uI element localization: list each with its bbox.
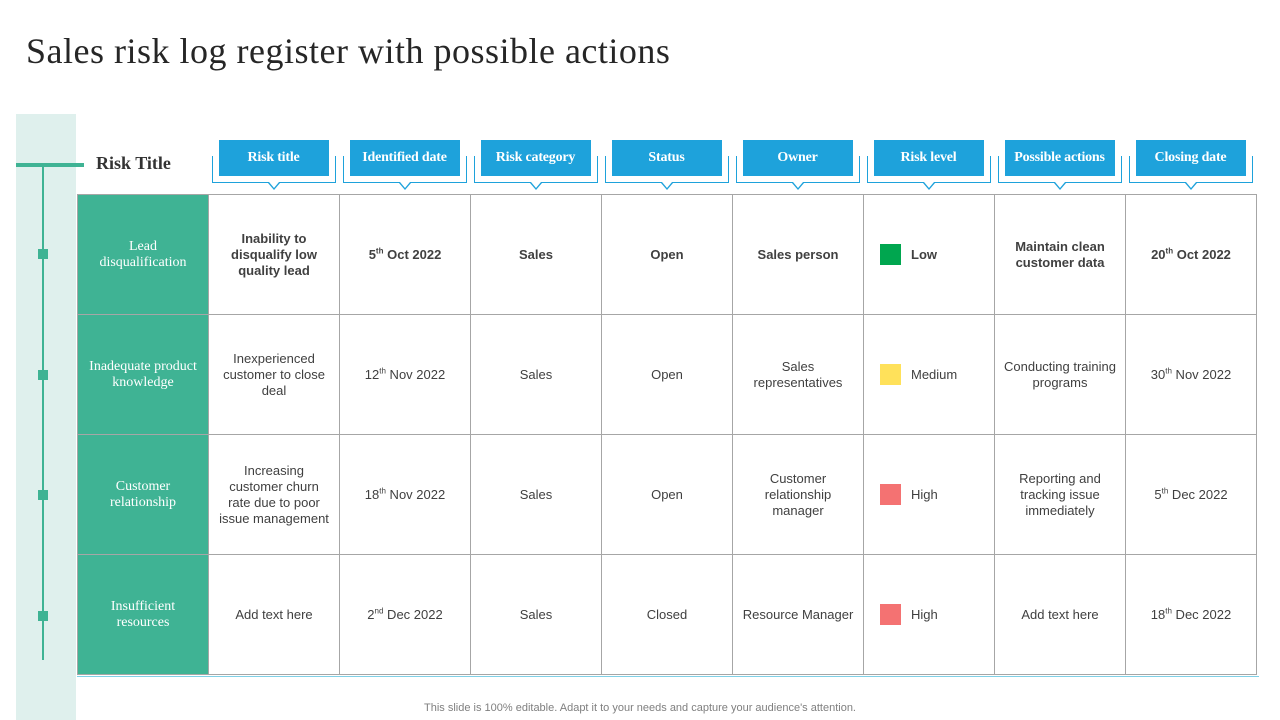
- column-header: Identified date: [350, 140, 460, 176]
- possible-actions-cell: [995, 435, 1126, 555]
- risk-detail-text: Increasing customer churn rate due to poor issue management: [219, 462, 329, 526]
- identified-date-rest: Oct 2022: [383, 246, 442, 262]
- identified-date-rest: Dec 2022: [383, 606, 443, 622]
- possible-actions-text: Conducting training programs: [1003, 358, 1117, 390]
- risk-category-text: Sales: [519, 486, 553, 502]
- risk-category-text: Sales: [519, 366, 553, 382]
- risk-detail-cell: [209, 195, 340, 315]
- column-header-pointer: [1054, 183, 1066, 190]
- risk-title-text: Customer relationship: [109, 478, 177, 510]
- identified-date-suffix: th: [379, 366, 386, 376]
- risk-title-cell: [78, 435, 209, 555]
- risk-level: [872, 484, 986, 505]
- possible-actions-cell: [995, 315, 1126, 435]
- identified-date-cell: [340, 315, 471, 435]
- identified-date-cell: [340, 435, 471, 555]
- column-header-pointer: [268, 183, 280, 190]
- closing-date-day: 5: [1154, 486, 1162, 502]
- risk-title-text: Insufficient resources: [110, 598, 176, 630]
- closing-date-cell: [1126, 315, 1257, 435]
- risk-category-cell: [471, 435, 602, 555]
- closing-date-rest: Dec 2022: [1171, 606, 1232, 622]
- status-cell: [602, 555, 733, 675]
- closing-date-suffix: th: [1165, 606, 1172, 616]
- closing-date-rest: Nov 2022: [1171, 366, 1232, 382]
- owner-text: Resource Manager: [742, 606, 854, 622]
- possible-actions-cell: [995, 195, 1126, 315]
- closing-date-cell: [1126, 195, 1257, 315]
- column-header: Risk category: [481, 140, 591, 176]
- risk-detail-cell: [209, 555, 340, 675]
- timeline-head: [16, 163, 84, 167]
- identified-date-day: 18: [364, 486, 380, 502]
- risk-category-text: Sales: [519, 246, 553, 262]
- column-header: Status: [612, 140, 722, 176]
- risk-level-swatch: [880, 484, 901, 505]
- closing-date-rest: Oct 2022: [1173, 246, 1231, 262]
- status-cell: [602, 195, 733, 315]
- timeline-line: [42, 166, 44, 660]
- closing-date-day: 18: [1150, 606, 1166, 622]
- timeline-band: [16, 114, 76, 720]
- possible-actions-text: Add text here: [1021, 606, 1099, 622]
- column-header-pointer: [530, 183, 542, 190]
- closing-date-cell: [1126, 435, 1257, 555]
- risk-level-cell: [864, 315, 995, 435]
- possible-actions-text: Maintain clean customer data: [1015, 238, 1105, 270]
- status-cell: [602, 315, 733, 435]
- column-header: Possible actions: [1005, 140, 1115, 176]
- identified-date-rest: Nov 2022: [385, 486, 446, 502]
- identified-date-suffix: th: [375, 246, 384, 256]
- closing-date-suffix: th: [1161, 486, 1169, 496]
- closing-date-suffix: th: [1165, 366, 1172, 376]
- risk-title-cell: [78, 315, 209, 435]
- column-header-pointer: [399, 183, 411, 190]
- column-header-pointer: [792, 183, 804, 190]
- column-header: Closing date: [1136, 140, 1246, 176]
- footer-note: This slide is 100% editable. Adapt it to your needs and capture your audience's attention.: [424, 702, 856, 714]
- risk-category-cell: [471, 315, 602, 435]
- owner-cell: [733, 555, 864, 675]
- possible-actions-cell: [995, 555, 1126, 675]
- risk-level-cell: [864, 555, 995, 675]
- risk-category-cell: [471, 195, 602, 315]
- risk-detail-text: Inexperienced customer to close deal: [223, 350, 325, 398]
- identified-date-day: 12: [364, 366, 380, 382]
- table-row: [78, 555, 1257, 675]
- table-row: [78, 435, 1257, 555]
- closing-date-day: 30: [1150, 366, 1166, 382]
- closing-date-day: 20: [1151, 246, 1166, 262]
- risk-level-swatch: [880, 604, 901, 625]
- column-header-pointer: [923, 183, 935, 190]
- risk-level-cell: [864, 195, 995, 315]
- status-text: Open: [651, 366, 683, 382]
- identified-date-suffix: th: [379, 486, 386, 496]
- risk-detail-text: Add text here: [235, 606, 313, 622]
- risk-level: [872, 364, 986, 385]
- risk-category-cell: [471, 555, 602, 675]
- status-text: Closed: [646, 606, 688, 622]
- risk-level-text: High: [911, 486, 938, 502]
- timeline-marker: [38, 370, 48, 380]
- owner-text: Customer relationship manager: [764, 470, 832, 518]
- column-header: Risk level: [874, 140, 984, 176]
- risk-title-cell: [78, 555, 209, 675]
- risk-table: [77, 194, 1257, 675]
- column-header-pointer: [1185, 183, 1197, 190]
- table-row: [78, 195, 1257, 315]
- timeline-marker: [38, 249, 48, 259]
- timeline-marker: [38, 611, 48, 621]
- risk-title-text: Lead disqualification: [99, 238, 187, 270]
- timeline-marker: [38, 490, 48, 500]
- owner-cell: [733, 195, 864, 315]
- column-header: Owner: [743, 140, 853, 176]
- risk-detail-text: Inability to disqualify low quality lead: [231, 230, 317, 278]
- identified-date-day: 2: [367, 606, 375, 622]
- risk-level-text: Medium: [911, 366, 958, 382]
- closing-date-rest: Dec 2022: [1168, 486, 1228, 502]
- identified-date-day: 5: [368, 246, 376, 262]
- risk-level-swatch: [880, 364, 901, 385]
- column-header-pointer: [661, 183, 673, 190]
- risk-title-cell: [78, 195, 209, 315]
- column-header: Risk title: [219, 140, 329, 176]
- table-bottom-line: [77, 676, 1259, 677]
- risk-detail-cell: [209, 315, 340, 435]
- owner-text: Sales person: [757, 246, 839, 262]
- risk-level-text: High: [911, 606, 938, 622]
- risk-detail-cell: [209, 435, 340, 555]
- owner-cell: [733, 315, 864, 435]
- status-text: Open: [650, 246, 684, 262]
- risk-level-swatch: [880, 244, 901, 265]
- identified-date-rest: Nov 2022: [385, 366, 446, 382]
- owner-cell: [733, 435, 864, 555]
- risk-level: [872, 244, 986, 265]
- risk-title-text: Inadequate product knowledge: [89, 358, 197, 390]
- closing-date-cell: [1126, 555, 1257, 675]
- status-text: Open: [651, 486, 683, 502]
- owner-text: Sales representatives: [753, 358, 843, 390]
- identified-date-suffix: nd: [374, 606, 384, 616]
- risk-level-cell: [864, 435, 995, 555]
- identified-date-cell: [340, 195, 471, 315]
- table-row: [78, 315, 1257, 435]
- risk-level-text: Low: [911, 246, 937, 262]
- risk-category-text: Sales: [519, 606, 553, 622]
- identified-date-cell: [340, 555, 471, 675]
- page-title: Sales risk log register with possible actions: [26, 31, 671, 71]
- risk-level: [872, 604, 986, 625]
- status-cell: [602, 435, 733, 555]
- possible-actions-text: Reporting and tracking issue immediately: [1019, 470, 1101, 518]
- risk-title-label: Risk Title: [96, 153, 171, 173]
- closing-date-suffix: th: [1165, 246, 1174, 256]
